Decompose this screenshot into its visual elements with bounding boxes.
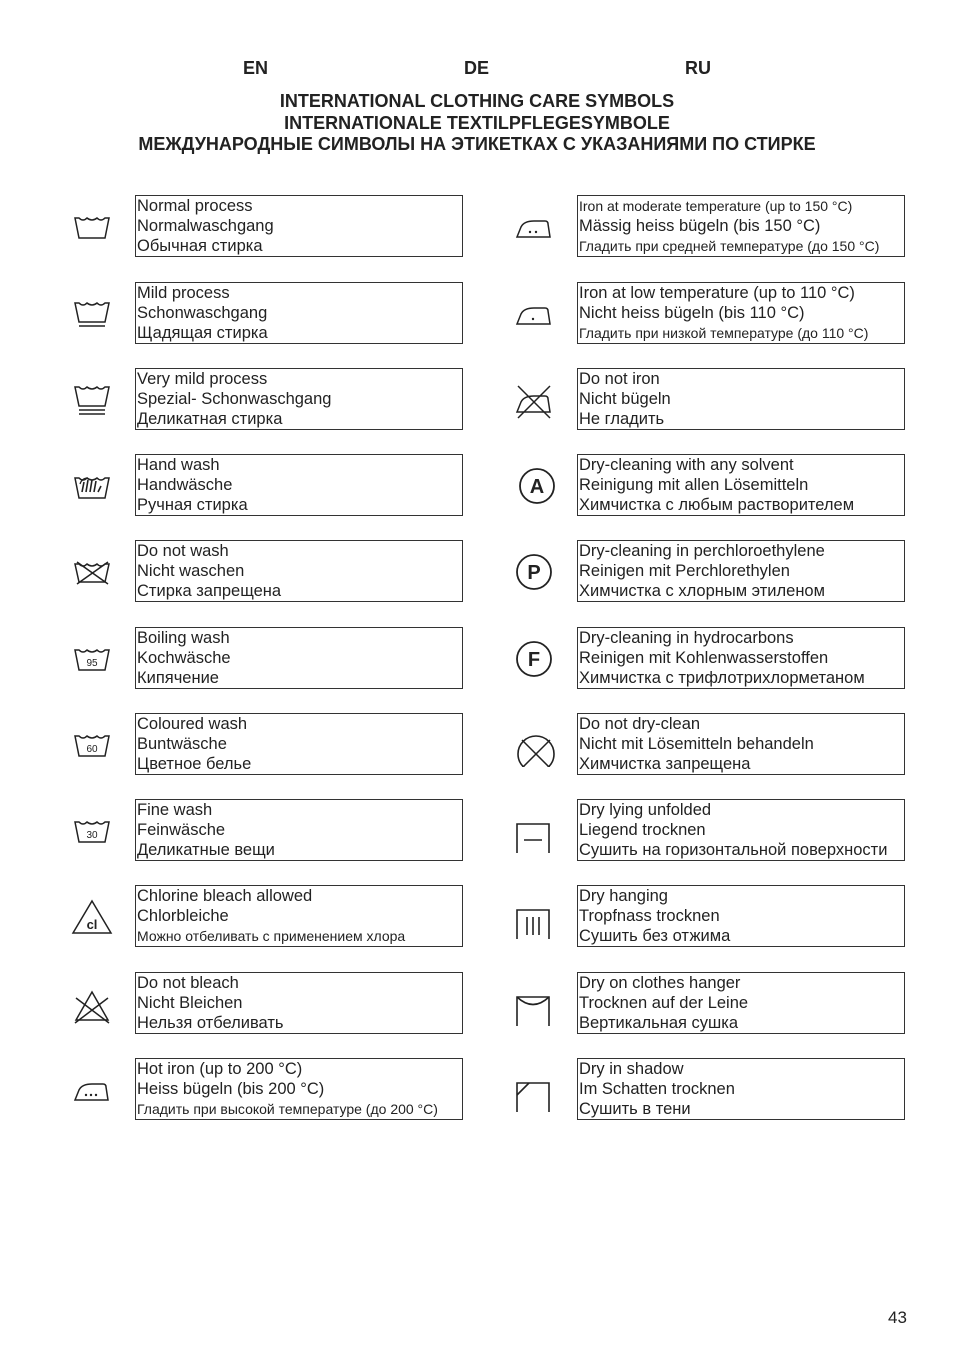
care-text-box — [577, 540, 905, 602]
wash-temp-label: 95 — [86, 658, 98, 669]
care-text-box — [577, 1058, 905, 1120]
care-text-box — [577, 799, 905, 861]
chlorine-bleach-icon — [70, 895, 114, 939]
care-text-box — [135, 1058, 463, 1120]
label-de: Chlorbleiche — [137, 906, 229, 925]
page-number: 43 — [888, 1308, 907, 1327]
label-de: Nicht Bleichen — [137, 993, 243, 1012]
label-en: Chlorine bleach allowed — [137, 887, 313, 905]
label-ru: Сушить без отжима — [579, 926, 731, 945]
dry-clean-mark: A — [529, 476, 545, 498]
label-de: Reinigen mit Kohlenwasserstoffen — [579, 648, 829, 667]
label-en: Dry-cleaning with any solvent — [579, 456, 794, 474]
label-en: Normal process — [137, 197, 253, 215]
label-de: Buntwäsche — [137, 734, 227, 753]
label-de: Heiss bügeln (bis 200 °C) — [137, 1079, 325, 1098]
label-ru: Можно отбеливать с применением хлора — [137, 927, 406, 944]
label-de: Nicht mit Lösemitteln behandeln — [579, 734, 814, 753]
wash-tub-one-bar-icon — [70, 292, 114, 336]
label-de: Nicht heiss bügeln (bis 110 °C) — [579, 303, 805, 322]
label-ru: Вертикальная сушка — [579, 1013, 739, 1032]
label-en: Very mild process — [137, 370, 268, 388]
label-ru: Сушить в тени — [579, 1099, 691, 1118]
label-en: Fine wash — [137, 801, 213, 819]
label-de: Im Schatten trocknen — [579, 1079, 735, 1098]
label-de: Reinigen mit Perchlorethylen — [579, 561, 790, 580]
label-de: Kochwäsche — [137, 648, 231, 667]
label-ru: Гладить при высокой температуре (до 200 °C) — [137, 1100, 438, 1117]
label-de: Feinwäsche — [137, 820, 226, 839]
label-en: Dry-cleaning in perchloroethylene — [579, 542, 825, 560]
label-de: Nicht bügeln — [579, 389, 671, 408]
dry-clean-mark: P — [527, 562, 541, 584]
do-not-bleach-icon — [70, 982, 114, 1026]
drip-dry-icon — [512, 895, 556, 939]
care-text-box — [135, 799, 463, 861]
care-text-box — [577, 713, 905, 775]
label-de: Reinigung mit allen Lösemitteln — [579, 475, 809, 494]
care-text-box — [135, 454, 463, 516]
line-dry-icon — [512, 982, 556, 1026]
label-en: Do not iron — [579, 370, 660, 388]
lang-label-en: EN — [243, 58, 269, 78]
wash-60-icon — [70, 723, 114, 767]
label-ru: Ручная стирка — [137, 495, 248, 514]
label-en: Do not dry-clean — [579, 715, 701, 733]
dry-clean-hydrocarbons-icon — [512, 637, 556, 681]
label-de: Liegend trocknen — [579, 820, 706, 839]
label-ru: Цветное белье — [137, 754, 252, 773]
label-ru: Не гладить — [579, 409, 665, 428]
care-text-box — [135, 972, 463, 1034]
care-text-box — [135, 368, 463, 430]
care-text-box — [135, 195, 463, 257]
label-ru: Сушить на горизонтальной поверхности — [579, 840, 888, 859]
label-en: Do not bleach — [137, 974, 239, 992]
label-ru: Кипячение — [137, 668, 219, 687]
label-ru: Химчистка с хлорным этиленом — [579, 581, 825, 600]
wash-95-icon — [70, 637, 114, 681]
iron-hot-icon — [70, 1068, 114, 1112]
do-not-wash-icon — [70, 550, 114, 594]
title-en: INTERNATIONAL CLOTHING CARE SYMBOLS — [279, 91, 675, 111]
label-en: Do not wash — [137, 542, 229, 560]
label-ru: Гладить при средней температуре (до 150 °C) — [579, 237, 880, 254]
label-ru: Химчистка запрещена — [579, 754, 751, 773]
wash-30-icon — [70, 809, 114, 853]
care-text-box — [577, 368, 905, 430]
label-ru: Химчистка с любым растворителем — [579, 495, 855, 514]
label-de: Mässig heiss bügeln (bis 150 °C) — [579, 216, 821, 235]
dry-clean-mark: F — [527, 649, 541, 671]
label-de: Normalwaschgang — [137, 216, 274, 235]
care-text-box — [577, 627, 905, 689]
label-de: Nicht waschen — [137, 561, 245, 580]
dry-clean-any-solvent-icon — [512, 464, 556, 508]
label-en: Coloured wash — [137, 715, 248, 733]
bleach-mark: cl — [86, 917, 98, 932]
label-ru: Нельзя отбеливать — [137, 1013, 284, 1032]
label-ru: Обычная стирка — [137, 236, 263, 255]
label-en: Iron at low temperature (up to 110 °C) — [579, 284, 855, 302]
wash-temp-label: 30 — [86, 830, 98, 841]
lang-label-ru: RU — [685, 58, 711, 78]
wash-tub-icon — [70, 205, 114, 249]
label-en: Dry on clothes hanger — [579, 974, 741, 992]
title-ru: МЕЖДУНАРОДНЫЕ СИМВОЛЫ НА ЭТИКЕТКАХ С УКАЗАНИЯМИ ПО СТИРКЕ — [138, 134, 816, 154]
care-text-box — [577, 885, 905, 947]
care-text-box — [135, 713, 463, 775]
wash-tub-two-bars-icon — [70, 378, 114, 422]
label-en: Dry lying unfolded — [579, 801, 712, 819]
label-de: Spezial- Schonwaschgang — [137, 389, 332, 408]
dry-in-shade-icon — [512, 1068, 556, 1112]
label-en: Iron at moderate temperature (up to 150 °C) — [579, 198, 853, 214]
label-en: Boiling wash — [137, 629, 230, 647]
label-ru: Щадящая стирка — [137, 323, 268, 342]
care-text-box — [135, 885, 463, 947]
care-text-box — [135, 627, 463, 689]
label-de: Tropfnass trocknen — [579, 906, 720, 925]
label-en: Hot iron (up to 200 °C) — [137, 1060, 303, 1078]
do-not-iron-icon — [512, 378, 556, 422]
label-en: Dry in shadow — [579, 1060, 684, 1078]
label-ru: Стирка запрещена — [137, 581, 282, 600]
care-text-box — [135, 282, 463, 344]
label-en: Dry-cleaning in hydrocarbons — [579, 629, 794, 647]
label-ru: Деликатные вещи — [137, 840, 275, 859]
label-en: Dry hanging — [579, 887, 668, 905]
care-text-box — [577, 282, 905, 344]
page-title — [0, 91, 954, 156]
label-en: Hand wash — [137, 456, 220, 474]
care-text-box — [577, 454, 905, 516]
wash-temp-label: 60 — [86, 744, 98, 755]
label-de: Schonwaschgang — [137, 303, 268, 322]
title-de: INTERNATIONALE TEXTILPFLEGESYMBOLE — [284, 112, 670, 133]
label-de: Handwäsche — [137, 475, 233, 494]
dry-clean-perchloroethylene-icon — [512, 550, 556, 594]
care-text-box — [577, 972, 905, 1034]
care-text-box — [577, 195, 905, 257]
care-text-box — [135, 540, 463, 602]
iron-low-icon — [512, 292, 556, 336]
hand-wash-icon — [70, 464, 114, 508]
do-not-dry-clean-icon — [512, 723, 556, 767]
label-ru: Гладить при низкой температуре (до 110 °C) — [579, 324, 869, 341]
label-de: Trocknen auf der Leine — [579, 993, 749, 1012]
dry-flat-icon — [512, 809, 556, 853]
lang-label-de: DE — [464, 58, 490, 78]
label-ru: Деликатная стирка — [137, 409, 283, 428]
iron-medium-icon — [512, 205, 556, 249]
label-ru: Химчистка с трифлотрихлорметаном — [579, 668, 865, 687]
label-en: Mild process — [137, 284, 230, 302]
